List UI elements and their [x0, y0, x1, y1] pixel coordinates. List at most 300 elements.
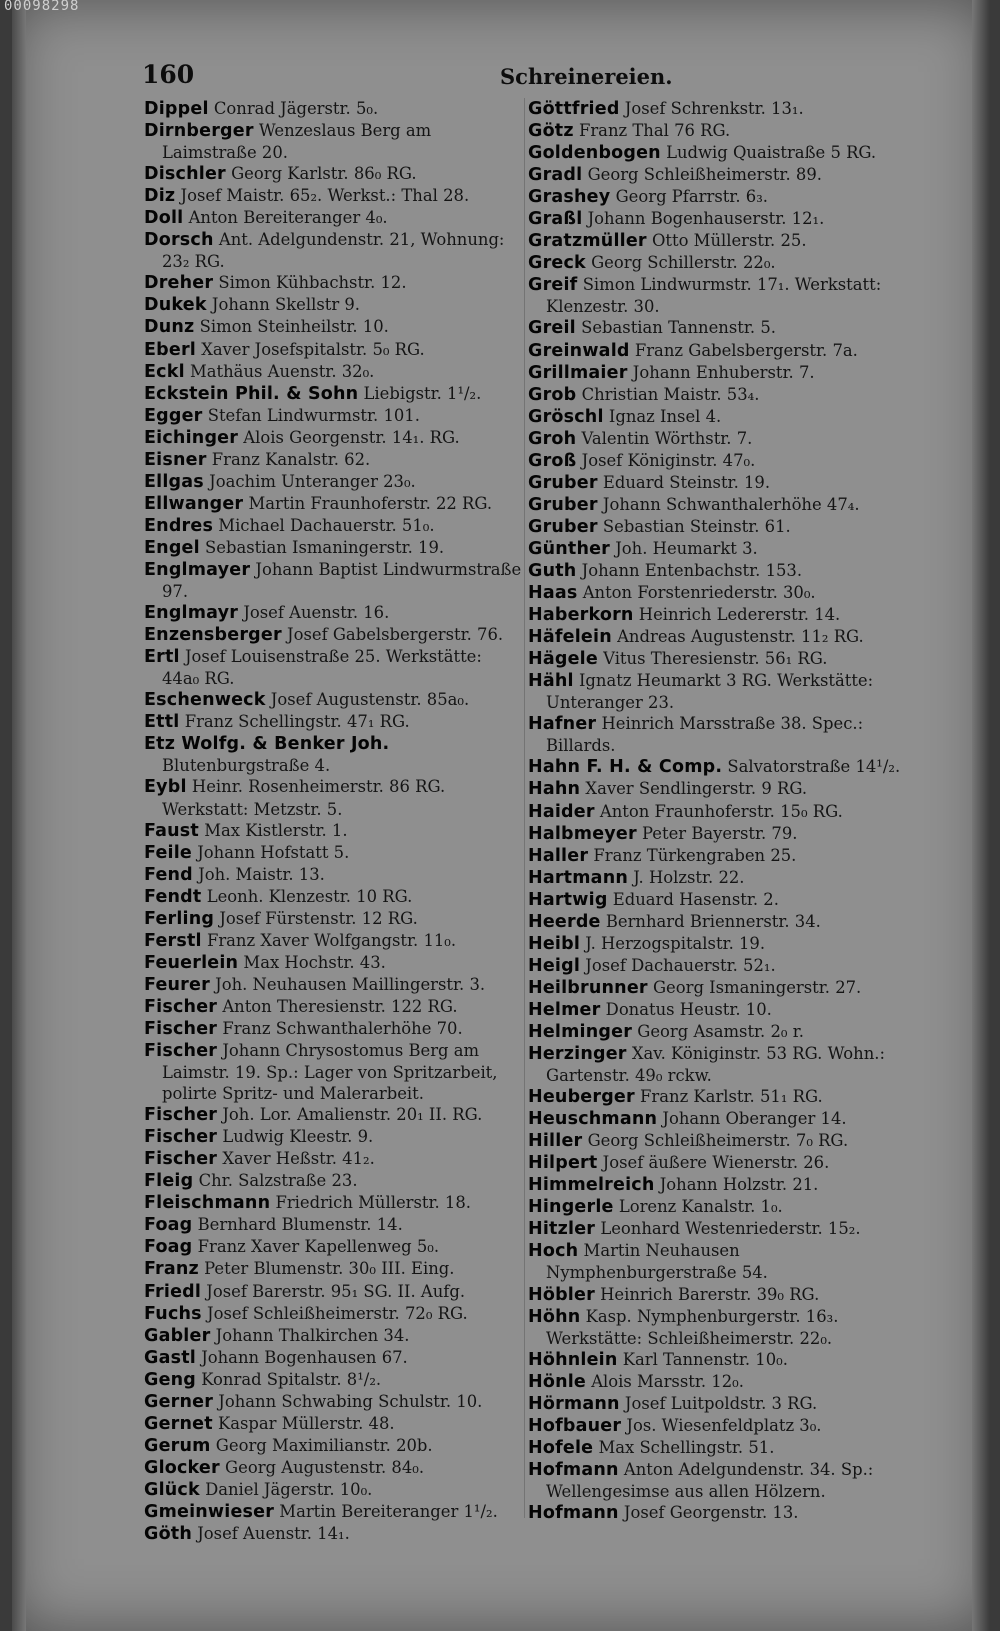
directory-entry — [144, 207, 524, 229]
directory-entry — [144, 316, 524, 338]
left-column — [144, 98, 524, 1545]
scan-id: 00098298 — [4, 0, 80, 14]
entry-name: Häfelein — [528, 627, 612, 648]
entry-name: Dreher — [144, 273, 214, 294]
column-divider — [524, 98, 525, 1518]
entry-details: Josef äußere Wienerstr. 26. — [602, 1153, 830, 1173]
entry-name: Dirnberger — [144, 121, 254, 142]
entry-details: Johann Schwanthalerhöhe 47₄. — [602, 494, 860, 514]
entry-details: Valentin Wörthstr. 7. — [581, 428, 753, 448]
entry-name: Eckl — [144, 361, 185, 382]
entry-details: Josef Auenstr. 14₁. — [197, 1524, 350, 1544]
entry-name: Eisner — [144, 449, 207, 470]
entry-details: Franz Kanalstr. 62. — [211, 449, 371, 469]
entry-name: Graßl — [528, 209, 583, 230]
entry-details: Franz Karlstr. 51₁ RG. — [640, 1087, 823, 1107]
directory-entry — [528, 1130, 910, 1152]
directory-entry — [528, 670, 910, 713]
entry-details: Max Hochstr. 43. — [243, 952, 386, 972]
entry-name: Gruber — [528, 516, 598, 537]
entry-name: Ellgas — [144, 471, 204, 492]
entry-details: Chr. Salzstraße 23. — [198, 1171, 358, 1191]
entry-name: Fischer — [144, 1018, 218, 1039]
directory-entry — [528, 1043, 910, 1086]
entry-details: Josef Augustenstr. 85a₀. — [270, 690, 470, 710]
directory-entry — [144, 689, 524, 711]
entry-name: Haberkorn — [528, 605, 634, 626]
directory-entry — [528, 933, 910, 955]
entry-name: Groh — [528, 428, 577, 449]
entry-details: Otto Müllerstr. 25. — [651, 231, 807, 251]
directory-entry — [144, 339, 524, 361]
entry-details: Georg Karlstr. 86₀ RG. — [231, 164, 417, 184]
entry-name: Fischer — [144, 1127, 218, 1148]
entry-name: Grillmaier — [528, 362, 628, 383]
entry-name: Gernet — [144, 1413, 213, 1434]
entry-details: Johann Oberanger 14. — [662, 1109, 847, 1129]
entry-details: Georg Schleißheimerstr. 89. — [587, 165, 822, 185]
entry-details: Eduard Hasenstr. 2. — [612, 889, 779, 909]
entry-details: Anton Theresienstr. 122 RG. — [222, 996, 458, 1016]
entry-details: Josef Dachauerstr. 52₁. — [585, 955, 776, 975]
directory-entry — [528, 1284, 910, 1306]
entry-name: Fleig — [144, 1171, 194, 1192]
entry-details: Peter Blumenstr. 30₀ III. Eing. — [204, 1259, 455, 1279]
entry-details: Christian Maistr. 53₄. — [581, 384, 760, 404]
entry-name: Feuerlein — [144, 952, 239, 973]
directory-entry — [144, 624, 524, 646]
directory-entry — [144, 1281, 524, 1303]
entry-details: J. Herzogspitalstr. 19. — [585, 933, 766, 953]
entry-details: Heinr. Rosenheimerstr. 86 RG. Werkstatt: Metzstr. 5. — [162, 777, 446, 819]
entry-name: Guth — [528, 560, 577, 581]
entry-name: Geng — [144, 1369, 197, 1390]
directory-entry — [528, 1196, 910, 1218]
entry-details: Joh. Heumarkt 3. — [615, 538, 758, 558]
entry-name: Hahn — [528, 779, 581, 800]
directory-entry — [144, 98, 524, 120]
directory-entry — [528, 538, 910, 560]
entry-name: Halbmeyer — [528, 823, 637, 844]
entry-details: Johann Schwabing Schulstr. 10. — [218, 1391, 483, 1411]
entry-name: Friedl — [144, 1281, 202, 1302]
directory-entry — [144, 537, 524, 559]
entry-details: Simon Steinheilstr. 10. — [199, 317, 389, 337]
directory-entry — [528, 582, 910, 604]
entry-details: Friedrich Müllerstr. 18. — [275, 1193, 471, 1213]
directory-entry — [144, 952, 524, 974]
entry-details: Xaver Sendlingerstr. 9 RG. — [585, 779, 808, 799]
entry-name: Dischler — [144, 164, 226, 185]
entry-name: Haider — [528, 801, 595, 822]
directory-entry — [144, 120, 524, 163]
entry-details: Franz Schwanthalerhöhe 70. — [222, 1018, 463, 1038]
entry-details: Johann Holzstr. 21. — [659, 1175, 819, 1195]
entry-name: Gruber — [528, 494, 598, 515]
entry-details: Georg Pfarrstr. 6₃. — [615, 187, 768, 207]
entry-name: Gabler — [144, 1325, 211, 1346]
entry-details: Sebastian Steinstr. 61. — [602, 516, 791, 536]
entry-details: Johann Entenbachstr. 153. — [581, 560, 803, 580]
entry-name: Ellwanger — [144, 493, 244, 514]
entry-details: Xaver Heßstr. 41₂. — [222, 1149, 375, 1169]
entry-details: Donatus Heustr. 10. — [605, 999, 772, 1019]
entry-details: Liebigstr. 1¹/₂. — [363, 383, 482, 403]
entry-name: Fischer — [144, 1041, 218, 1062]
entry-details: Johann Thalkirchen 34. — [215, 1325, 410, 1345]
directory-entry — [144, 163, 524, 185]
entry-name: Ferling — [144, 908, 215, 929]
directory-entry — [144, 427, 524, 449]
entry-details: Josef Fürstenstr. 12 RG. — [219, 908, 418, 928]
entry-name: Gröschl — [528, 406, 604, 427]
entry-details: Ant. Adelgundenstr. 21, Wohnung: 23₂ RG. — [162, 230, 505, 272]
entry-details: Sebastian Ismaningerstr. 19. — [205, 537, 445, 557]
page-title: Schreinereien. — [500, 64, 673, 89]
entry-name: Hofele — [528, 1437, 594, 1458]
entry-name: Fischer — [144, 1105, 218, 1126]
directory-entry — [528, 867, 910, 889]
entry-name: Höbler — [528, 1284, 595, 1305]
entry-details: Joh. Neuhausen Maillingerstr. 3. — [215, 974, 486, 994]
entry-name: Gradl — [528, 165, 583, 186]
directory-entry — [144, 272, 524, 294]
entry-details: Jos. Wiesenfeldplatz 3₀. — [626, 1415, 822, 1435]
directory-entry — [528, 977, 910, 999]
entry-details: Johann Chrysostomus Berg am Laimstr. 19. Sp.: Lager von Spritzarbeit, polirte Spritz- und Malerarbeit. — [162, 1041, 498, 1104]
directory-entry — [144, 1192, 524, 1214]
directory-entry — [528, 1306, 910, 1349]
directory-entry — [144, 449, 524, 471]
entry-name: Dunz — [144, 317, 195, 338]
directory-entry — [144, 1170, 524, 1192]
entry-details: Max Kistlerstr. 1. — [204, 820, 348, 840]
entry-details: Martin Fraunhoferstr. 22 RG. — [248, 493, 493, 513]
entry-details: Blutenburgstraße 4. — [162, 756, 331, 776]
entry-details: Franz Schellingstr. 47₁ RG. — [184, 712, 410, 732]
right-column — [528, 98, 910, 1524]
entry-name: Hafner — [528, 714, 597, 735]
entry-name: Grob — [528, 384, 577, 405]
entry-name: Hofbauer — [528, 1415, 622, 1436]
directory-entry — [144, 864, 524, 886]
directory-entry — [144, 602, 524, 624]
directory-entry — [144, 1347, 524, 1369]
directory-entry — [144, 493, 524, 515]
entry-name: Englmayr — [144, 603, 239, 624]
entry-name: Endres — [144, 515, 214, 536]
directory-entry — [144, 515, 524, 537]
entry-name: Enzensberger — [144, 625, 282, 646]
directory-entry — [144, 1303, 524, 1325]
entry-details: Leonhard Westenriederstr. 15₂. — [600, 1219, 861, 1239]
entry-details: Kaspar Müllerstr. 48. — [217, 1413, 395, 1433]
entry-name: Fischer — [144, 996, 218, 1017]
directory-entry — [144, 1435, 524, 1457]
directory-entry — [528, 823, 910, 845]
entry-details: Xav. Königinstr. 53 RG. Wohn.: Gartenstr. 49₀ rckw. — [546, 1044, 886, 1086]
entry-name: Haller — [528, 845, 589, 866]
directory-entry — [144, 1501, 524, 1523]
directory-entry — [528, 494, 910, 516]
entry-details: Bernhard Briennerstr. 34. — [605, 911, 821, 931]
directory-entry — [528, 560, 910, 582]
directory-entry — [528, 1371, 910, 1393]
entry-name: Göttfried — [528, 99, 620, 119]
entry-details: Josef Schrenkstr. 13₁. — [624, 99, 804, 118]
directory-entry — [528, 648, 910, 670]
entry-details: Bernhard Blumenstr. 14. — [197, 1215, 403, 1235]
directory-entry — [528, 142, 910, 164]
entry-details: Alois Georgenstr. 14₁. RG. — [243, 427, 460, 447]
directory-entry — [528, 516, 910, 538]
directory-entry — [144, 383, 524, 405]
directory-entry — [528, 801, 910, 823]
entry-details: Vitus Theresienstr. 56₁ RG. — [603, 649, 828, 669]
entry-details: Stefan Lindwurmstr. 101. — [207, 405, 420, 425]
entry-name: Greif — [528, 275, 578, 296]
entry-name: Hägele — [528, 649, 598, 670]
entry-details: Ignaz Insel 4. — [608, 406, 722, 426]
directory-entry — [144, 229, 524, 272]
directory-entry — [144, 1369, 524, 1391]
entry-details: Josef Louisenstraße 25. Werkstätte: 44a₀ RG. — [162, 647, 482, 689]
entry-name: Eckstein Phil. & Sohn — [144, 383, 359, 404]
directory-entry — [144, 361, 524, 383]
entry-name: Hartwig — [528, 889, 608, 910]
entry-name: Günther — [528, 538, 611, 559]
entry-name: Herzinger — [528, 1044, 627, 1065]
entry-details: Conrad Jägerstr. 5₀. — [213, 99, 379, 118]
entry-details: Anton Fraunhoferstr. 15₀ RG. — [599, 801, 843, 821]
directory-entry — [528, 1086, 910, 1108]
entry-name: Hoch — [528, 1241, 579, 1262]
entry-details: Josef Georgenstr. 13. — [623, 1503, 799, 1522]
entry-details: Ignatz Heumarkt 3 RG. Werkstätte: Unteranger 23. — [546, 671, 874, 713]
entry-details: Michael Dachauerstr. 51₀. — [218, 515, 435, 535]
entry-details: Kasp. Nymphenburgerstr. 16₃. Werkstätte: Schleißheimerstr. 22₀. — [546, 1306, 839, 1348]
entry-name: Heuschmann — [528, 1109, 658, 1130]
entry-name: Fischer — [144, 1149, 218, 1170]
entry-name: Heibl — [528, 933, 581, 954]
entry-details: Franz Xaver Wolfgangstr. 11₀. — [206, 930, 457, 950]
entry-details: Konrad Spitalstr. 8¹/₂. — [201, 1369, 382, 1389]
entry-name: Faust — [144, 820, 199, 841]
entry-details: Josef Königinstr. 47₀. — [581, 450, 756, 470]
entry-details: Lorenz Kanalstr. 1₀. — [618, 1197, 783, 1217]
page-number: 160 — [142, 60, 195, 89]
directory-entry — [144, 294, 524, 316]
entry-details: Franz Gabelsbergerstr. 7a. — [634, 340, 858, 360]
directory-entry — [528, 1349, 910, 1371]
entry-name: Haas — [528, 583, 578, 604]
directory-entry — [528, 1174, 910, 1196]
entry-details: Wenzeslaus Berg am Laimstraße 20. — [162, 121, 432, 163]
entry-name: Fend — [144, 864, 193, 885]
directory-entry — [144, 1214, 524, 1236]
entry-name: Dukek — [144, 295, 207, 316]
directory-entry — [528, 626, 910, 648]
directory-entry — [528, 845, 910, 867]
entry-name: Foag — [144, 1215, 193, 1236]
directory-entry — [528, 1502, 910, 1524]
directory-entry — [144, 1391, 524, 1413]
directory-entry — [528, 1415, 910, 1437]
entry-name: Hartmann — [528, 867, 629, 888]
entry-details: Heinrich Barerstr. 39₀ RG. — [600, 1284, 820, 1304]
directory-entry — [144, 1018, 524, 1040]
entry-name: Gerner — [144, 1391, 214, 1412]
entry-name: Hönle — [528, 1371, 586, 1392]
entry-name: Eschenweck — [144, 690, 266, 711]
entry-details: Josef Auenstr. 16. — [243, 603, 390, 623]
entry-name: Greil — [528, 318, 576, 339]
directory-entry — [528, 98, 910, 120]
entry-details: Joachim Unteranger 23₀. — [209, 471, 416, 491]
directory-entry — [144, 820, 524, 842]
entry-name: Helminger — [528, 1021, 633, 1042]
directory-entry — [528, 756, 910, 778]
entry-name: Hilpert — [528, 1153, 598, 1174]
directory-entry — [528, 911, 910, 933]
entry-details: Johann Bogenhauserstr. 12₁. — [587, 209, 825, 229]
entry-name: Fendt — [144, 886, 202, 907]
entry-name: Diz — [144, 186, 176, 207]
entry-name: Heuberger — [528, 1087, 635, 1108]
entry-details: Georg Schillerstr. 22₀. — [591, 253, 776, 273]
directory-entry — [528, 186, 910, 208]
entry-details: Andreas Augustenstr. 11₂ RG. — [617, 627, 864, 647]
entry-details: Georg Maximilianstr. 20b. — [215, 1435, 433, 1455]
directory-entry — [528, 1437, 910, 1459]
entry-details: Ludwig Quaistraße 5 RG. — [666, 143, 877, 163]
entry-details: Georg Asamstr. 2₀ r. — [637, 1021, 804, 1041]
directory-entry — [528, 1108, 910, 1130]
entry-details: Anton Forstenriederstr. 30₀. — [582, 583, 816, 603]
entry-name: Hiller — [528, 1131, 583, 1152]
entry-name: Franz — [144, 1259, 199, 1280]
entry-details: Franz Thal 76 RG. — [578, 121, 731, 141]
directory-entry — [528, 428, 910, 450]
entry-details: Josef Schleißheimerstr. 72₀ RG. — [207, 1303, 468, 1323]
entry-name: Heigl — [528, 955, 581, 976]
entry-name: Greinwald — [528, 340, 630, 361]
entry-name: Egger — [144, 405, 203, 426]
directory-entry — [528, 889, 910, 911]
entry-details: Johann Hofstatt 5. — [197, 842, 350, 862]
entry-name: Greck — [528, 253, 586, 274]
directory-entry — [528, 208, 910, 230]
entry-name: Feurer — [144, 974, 210, 995]
directory-entry — [144, 776, 524, 819]
entry-name: Gerum — [144, 1435, 211, 1456]
directory-entry — [528, 406, 910, 428]
directory-entry — [144, 1148, 524, 1170]
directory-entry — [144, 1104, 524, 1126]
directory-entry — [528, 1240, 910, 1283]
entry-details: Daniel Jägerstr. 10₀. — [205, 1479, 373, 1499]
entry-details: Johann Skellstr 9. — [211, 295, 361, 315]
entry-details: Ludwig Kleestr. 9. — [222, 1127, 374, 1147]
entry-details: Salvatorstraße 14¹/₂. — [727, 757, 901, 777]
entry-name: Hitzler — [528, 1219, 596, 1240]
entry-name: Hahn F. H. & Comp. — [528, 757, 723, 778]
directory-entry — [528, 252, 910, 274]
entry-name: Engel — [144, 537, 200, 558]
entry-name: Doll — [144, 208, 184, 229]
directory-entry — [528, 230, 910, 252]
directory-entry — [528, 999, 910, 1021]
directory-entry — [528, 1218, 910, 1240]
entry-name: Ettl — [144, 712, 180, 733]
entry-name: Eybl — [144, 777, 187, 798]
directory-entry — [144, 185, 524, 207]
entry-name: Himmelreich — [528, 1175, 655, 1196]
entry-details: Eduard Steinstr. 19. — [602, 472, 771, 492]
entry-details: Franz Xaver Kapellenweg 5₀. — [197, 1237, 440, 1257]
directory-entry — [144, 1040, 524, 1104]
entry-name: Dippel — [144, 99, 209, 119]
entry-details: Georg Augustenstr. 84₀. — [225, 1457, 425, 1477]
directory-entry — [144, 1325, 524, 1347]
entry-name: Höhnlein — [528, 1349, 618, 1370]
entry-details: Alois Marsstr. 12₀. — [591, 1371, 744, 1391]
entry-details: Simon Lindwurmstr. 17₁. Werkstatt: Klenzestr. 30. — [546, 275, 882, 317]
entry-details: J. Holzstr. 22. — [633, 867, 745, 887]
entry-name: Helmer — [528, 999, 601, 1020]
entry-details: Joh. Lor. Amalienstr. 20₁ II. RG. — [222, 1105, 483, 1125]
directory-entry — [144, 1236, 524, 1258]
entry-details: Anton Bereiteranger 4₀. — [188, 208, 388, 228]
directory-entry — [528, 362, 910, 384]
directory-entry — [144, 1126, 524, 1148]
entry-name: Heilbrunner — [528, 977, 648, 998]
page-edge-shadow — [972, 0, 990, 1631]
directory-entry — [144, 646, 524, 689]
entry-details: Peter Bayerstr. 79. — [642, 823, 798, 843]
directory-entry — [144, 974, 524, 996]
entry-name: Goldenbogen — [528, 143, 661, 164]
entry-details: Johann Enhuberstr. 7. — [632, 362, 815, 382]
directory-entry — [144, 996, 524, 1018]
entry-name: Gmeinwieser — [144, 1502, 275, 1522]
directory-entry — [144, 471, 524, 493]
entry-name: Göth — [144, 1524, 193, 1545]
directory-entry — [528, 384, 910, 406]
entry-details: Josef Barerstr. 95₁ SG. II. Aufg. — [206, 1281, 466, 1301]
entry-name: Hörmann — [528, 1393, 620, 1414]
entry-details: Heinrich Marsstraße 38. Spec.: Billards. — [546, 714, 864, 756]
entry-name: Englmayer — [144, 559, 251, 580]
entry-name: Glocker — [144, 1457, 220, 1478]
entry-name: Ferstl — [144, 930, 202, 951]
entry-details: Johann Bogenhausen 67. — [201, 1347, 408, 1367]
directory-entry — [528, 274, 910, 317]
directory-entry — [528, 604, 910, 626]
entry-details: Martin Neuhausen Nymphenburgerstraße 54. — [546, 1241, 768, 1283]
entry-details: Georg Ismaningerstr. 27. — [652, 977, 862, 997]
directory-entry — [528, 340, 910, 362]
directory-entry — [528, 778, 910, 800]
directory-entry — [528, 1021, 910, 1043]
entry-name: Gruber — [528, 472, 598, 493]
entry-details: Josef Luitpoldstr. 3 RG. — [624, 1393, 818, 1413]
entry-name: Gastl — [144, 1347, 196, 1368]
directory-entry — [144, 1457, 524, 1479]
entry-details: Sebastian Tannenstr. 5. — [581, 318, 776, 338]
directory-entry — [144, 1413, 524, 1435]
directory-entry — [144, 733, 524, 776]
